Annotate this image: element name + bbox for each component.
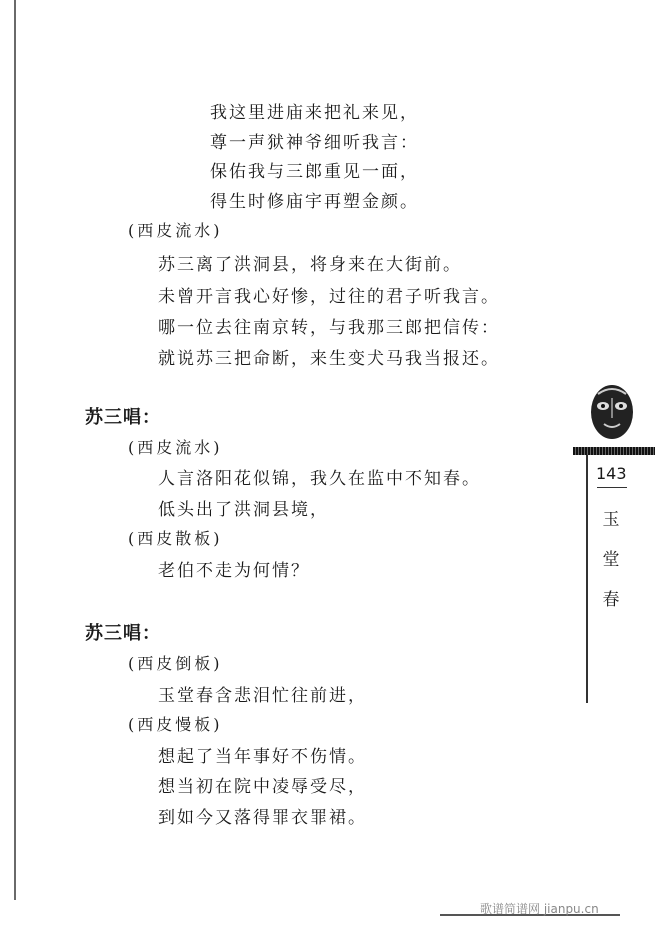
- verse-line: 人言洛阳花似锦，我久在监中不知春。: [158, 469, 481, 489]
- opera-mask-icon: [588, 380, 636, 442]
- tune-label: (西皮倒板): [128, 654, 223, 673]
- tune-label: (西皮慢板): [128, 715, 223, 734]
- verse-line: 玉堂春含悲泪忙往前进，: [158, 686, 367, 706]
- verse-line: 低头出了洪洞县境，: [158, 500, 329, 520]
- sidebar-rule: [586, 455, 588, 703]
- verse-line: 想当初在院中凌辱受尽，: [158, 777, 367, 797]
- speaker-label: 苏三唱：: [85, 623, 161, 644]
- verse-line: 苏三离了洪洞县，将身来在大街前。: [158, 255, 462, 275]
- decorative-band: [573, 447, 655, 455]
- page-number: 143: [596, 464, 627, 483]
- tune-label: (西皮流水): [128, 438, 223, 457]
- verse-line: 得生时修庙宇再塑金颜。: [210, 192, 419, 212]
- verse-line: 老伯不走为何情？: [158, 561, 310, 581]
- verse-line: 哪一位去往南京转，与我那三郎把信传：: [158, 318, 500, 338]
- verse-line: 尊一声狱神爷细听我言：: [210, 133, 419, 153]
- tune-label: (西皮流水): [128, 221, 223, 240]
- verse-line: 保佑我与三郎重见一面，: [210, 162, 419, 182]
- watermark: 歌谱简谱网 jianpu.cn: [480, 902, 599, 916]
- verse-line: 未曾开言我心好惨，过往的君子听我言。: [158, 287, 500, 307]
- verse-line: 我这里进庙来把礼来见，: [210, 103, 419, 123]
- tune-label: (西皮散板): [128, 529, 223, 548]
- page-edge-rule: [14, 0, 16, 900]
- verse-line: 就说苏三把命断，来生变犬马我当报还。: [158, 349, 500, 369]
- vertical-title: 玉堂春: [602, 510, 620, 610]
- verse-line: 想起了当年事好不伤情。: [158, 747, 367, 767]
- page-number-underline: [597, 487, 627, 488]
- verse-line: 到如今又落得罪衣罪裙。: [158, 808, 367, 828]
- speaker-label: 苏三唱：: [85, 407, 161, 428]
